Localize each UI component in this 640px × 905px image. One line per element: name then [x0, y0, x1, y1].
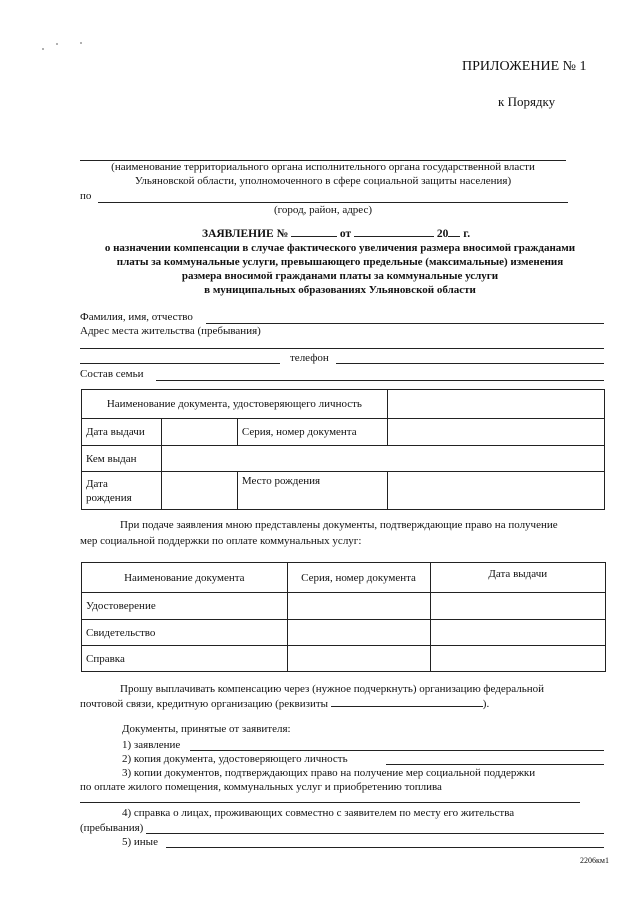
doc-row-series-field[interactable] — [287, 593, 430, 620]
subtitle-line-3: размера вносимой гражданами платы за коммунальные услуги — [181, 270, 499, 282]
payment-text-2-label: почтовой связи, кредитную организацию (реквизиты — [80, 698, 329, 710]
residence-address-field-2[interactable] — [80, 363, 280, 364]
docs-intro-2: мер социальной поддержки по оплате коммунальных услуг: — [80, 535, 362, 547]
birth-place-label: Место рождения — [237, 472, 387, 510]
address-line[interactable] — [98, 202, 568, 203]
accepted-item-5: 5) иные — [122, 836, 158, 848]
issue-date-label: Дата выдачи — [82, 419, 162, 446]
birth-date-label — [82, 472, 162, 510]
fio-field[interactable] — [206, 323, 604, 324]
doc-row-series-field[interactable] — [287, 620, 430, 646]
issue-date-field[interactable] — [161, 419, 237, 446]
id-doc-name-label: Наименование документа, удостоверяющего личность — [82, 390, 388, 419]
residence-address-label: Адрес места жительства (пребывания) — [80, 325, 261, 337]
address-caption: (город, район, адрес) — [273, 204, 373, 216]
doc-header-name: Наименование документа — [82, 563, 288, 593]
bank-details-field[interactable] — [331, 706, 483, 707]
issued-by-label: Кем выдан — [82, 446, 162, 472]
statement-date-field[interactable] — [354, 236, 434, 237]
accepted-item-4-field[interactable] — [146, 833, 604, 834]
accepted-docs-title: Документы, принятые от заявителя: — [122, 723, 291, 735]
accepted-item-2-field[interactable] — [386, 764, 604, 765]
series-number-label: Серия, номер документа — [237, 419, 387, 446]
statement-title — [202, 228, 470, 240]
doc-row-date-field[interactable] — [430, 620, 606, 646]
id-doc-name-field[interactable] — [387, 390, 604, 419]
docs-intro-1: При подаче заявления мною представлены документы, подтверждающие право на получение — [120, 519, 558, 531]
doc-header-series: Серия, номер документа — [287, 563, 430, 593]
footer-code: 2206км1 — [580, 856, 609, 865]
series-number-field[interactable] — [387, 419, 604, 446]
accepted-item-5-field[interactable] — [166, 847, 604, 848]
doc-header-date: Дата выдачи — [430, 563, 606, 593]
year-label: 20 — [436, 228, 449, 240]
accepted-item-1: 1) заявление — [122, 739, 181, 751]
phone-field[interactable] — [336, 363, 604, 364]
accepted-item-4-line-1: 4) справка о лицах, проживающих совместно с заявителем по месту его жительства — [122, 807, 515, 819]
residence-address-field[interactable] — [80, 348, 604, 349]
order-reference: к Порядку — [498, 94, 556, 109]
scan-speck — [42, 48, 44, 50]
scan-speck — [56, 43, 58, 45]
accepted-item-3-line-2: по оплате жилого помещения, коммунальных услуг и приобретению топлива — [80, 781, 442, 793]
doc-row-date-field[interactable] — [430, 646, 606, 672]
po-label: по — [80, 190, 92, 202]
statement-number-field[interactable] — [291, 236, 337, 237]
appendix-title: ПРИЛОЖЕНИЕ № 1 — [462, 59, 587, 74]
accepted-item-4-line-2: (пребывания) — [80, 822, 144, 834]
subtitle-line-2: платы за коммунальные услуги, превышающего предельные (максимальные) изменения — [116, 256, 564, 268]
family-label: Состав семьи — [80, 368, 144, 380]
statement-label: ЗАЯВЛЕНИЕ № — [202, 228, 289, 240]
doc-row-series-field[interactable] — [287, 646, 430, 672]
accepted-item-3-field[interactable] — [80, 802, 580, 803]
birth-date-field[interactable] — [161, 472, 237, 510]
family-field[interactable] — [156, 380, 604, 381]
identity-document-table — [81, 389, 605, 510]
accepted-item-3-line-1: 3) копии документов, подтверждающих право на получение мер социальной поддержки — [122, 767, 536, 779]
accepted-item-2: 2) копия документа, удостоверяющего личность — [122, 753, 348, 765]
subtitle-line-1: о назначении компенсации в случае фактического увеличения размера вносимой гражданами — [104, 242, 576, 254]
fio-label: Фамилия, имя, отчество — [80, 311, 193, 323]
from-label: от — [339, 228, 352, 240]
scan-speck — [80, 42, 82, 44]
accepted-item-1-field[interactable] — [190, 750, 604, 751]
doc-row-label: Удостоверение — [82, 593, 288, 620]
organ-caption-1: (наименование территориального органа исполнительного органа государственной власти — [111, 161, 535, 173]
doc-row-label: Справка — [82, 646, 288, 672]
payment-text-2 — [80, 698, 489, 710]
doc-row-date-field[interactable] — [430, 593, 606, 620]
year-field[interactable] — [448, 236, 460, 237]
issued-by-field[interactable] — [161, 446, 604, 472]
doc-row-label: Свидетельство — [82, 620, 288, 646]
birth-place-field[interactable] — [387, 472, 604, 510]
subtitle-line-4: в муниципальных образованиях Ульяновской области — [204, 284, 476, 296]
documents-table — [81, 562, 606, 672]
payment-text-1: Прошу выплачивать компенсацию через (нужное подчеркнуть) организацию федеральной — [120, 683, 545, 695]
birth-date-label-2: рождения — [86, 491, 132, 504]
organ-caption-2: Ульяновской области, уполномоченного в сфере социальной защиты населения) — [134, 175, 512, 187]
birth-date-label-1: Дата — [86, 477, 108, 490]
payment-end: ). — [482, 698, 490, 710]
phone-label: телефон — [290, 352, 329, 364]
year-suffix: г. — [463, 228, 471, 240]
